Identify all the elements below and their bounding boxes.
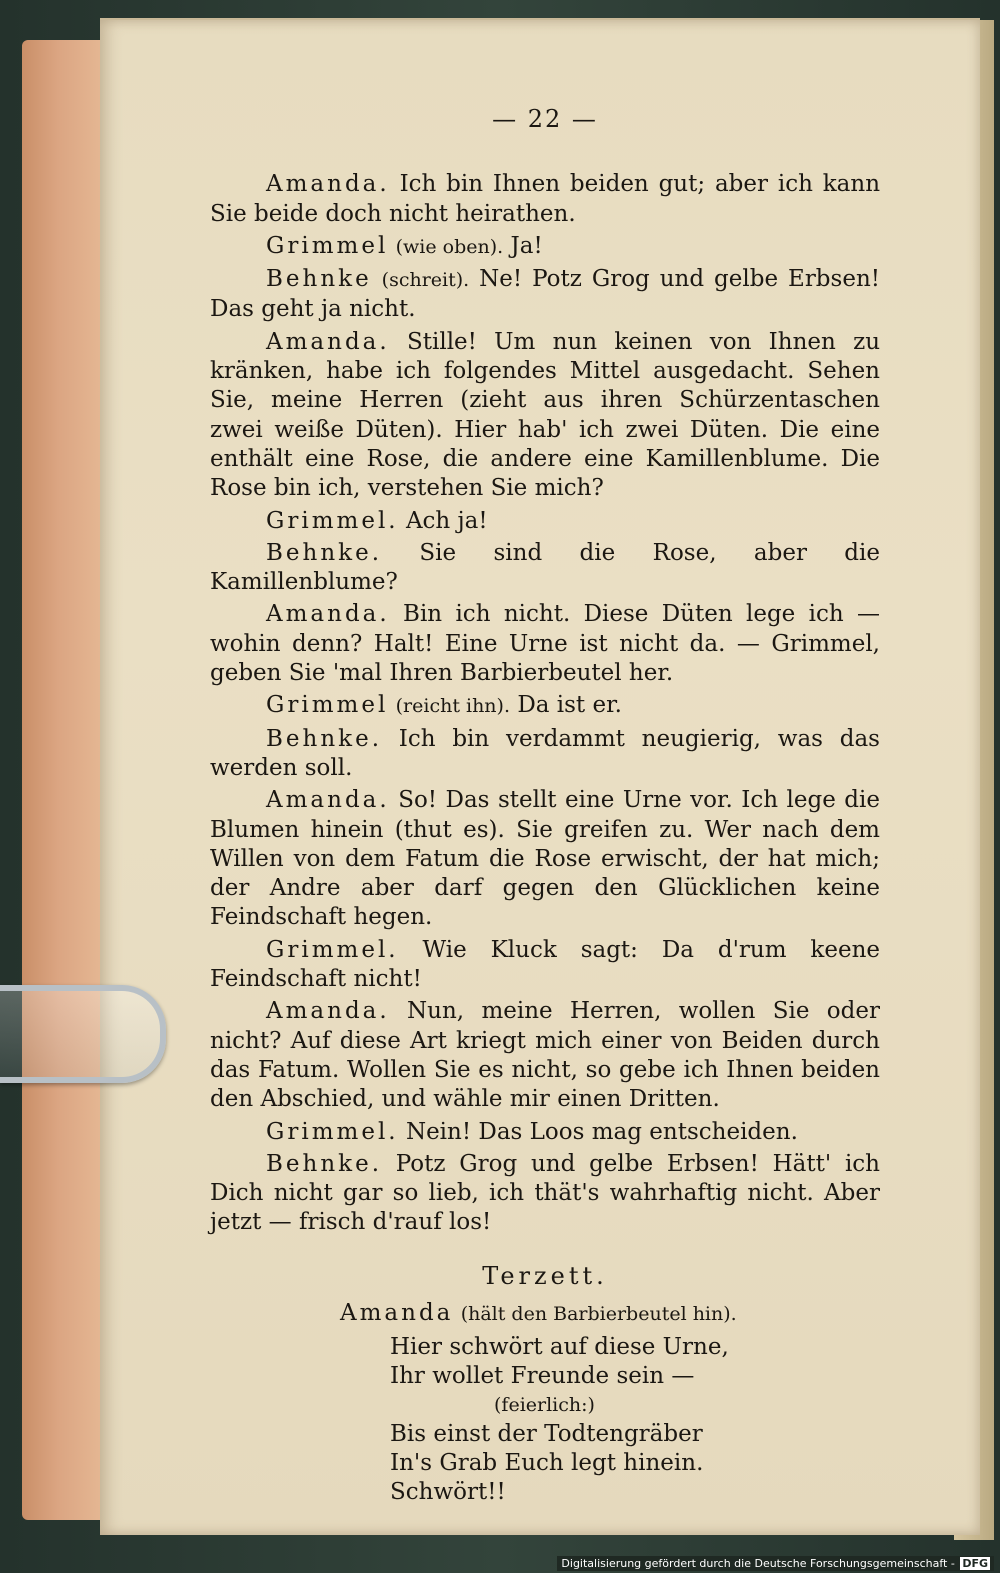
dialogue <box>210 170 880 1237</box>
speaker-name: Grimmel. <box>266 1118 399 1145</box>
spoken-text: Wie Kluck sagt: Da d'rum keene Feindschaft nicht! <box>210 936 881 993</box>
verse-line: In's Grab Euch legt hinein. <box>390 1450 704 1477</box>
terzett-verse <box>210 1333 880 1507</box>
dialogue-paragraph <box>210 936 880 995</box>
dialogue-paragraph <box>210 1118 880 1147</box>
spoken-text: Da ist er. <box>517 692 622 719</box>
dialogue-paragraph <box>210 1150 880 1238</box>
page-clip <box>0 985 166 1083</box>
speaker-name: Behnke. <box>266 725 382 752</box>
spoken-text: Nun, meine Herren, wollen Sie oder nicht? Auf diese Art kriegt mich einer von Beiden durch das Fatum. Wollen Sie es nicht, so gebe ich Ihnen beiden den Abschied, und wähle mir einen Dritten. <box>210 998 880 1113</box>
spoken-text: Ich bin verdammt neugierig, was das werden soll. <box>210 725 880 781</box>
speaker-name: Amanda. <box>266 998 390 1025</box>
speaker-name: Amanda. <box>266 787 390 814</box>
terzett-speaker: Amanda <box>340 1299 454 1326</box>
dialogue-paragraph <box>210 786 880 932</box>
speaker-name: Grimmel. <box>266 936 399 963</box>
speaker-name: Amanda. <box>266 601 390 628</box>
speaker-name: Behnke. <box>266 539 382 566</box>
speaker-name: Behnke <box>266 266 372 293</box>
dialogue-paragraph <box>210 232 880 262</box>
dfg-logo: DFG <box>962 1557 988 1570</box>
verse-line: Bis einst der Todtengräber <box>390 1421 703 1448</box>
spoken-text: Ne! Potz Grog und gelbe Erbsen! Das geht ja nicht. <box>210 266 881 323</box>
spoken-text: Bin ich nicht. Diese Düten lege ich — wohin denn? Halt! Eine Urne ist nicht da. — Grimmel, geben Sie 'mal Ihren Barbierbeutel her. <box>210 601 881 687</box>
spoken-text: Nein! Das Loos mag entscheiden. <box>405 1118 798 1145</box>
spoken-text: Ich bin Ihnen beiden gut; aber ich kann Sie beide doch nicht heirathen. <box>210 171 881 227</box>
speaker-name: Behnke. <box>266 1150 382 1177</box>
speaker-name: Amanda. <box>266 171 390 198</box>
verse-line: Hier schwört auf diese Urne, <box>390 1334 729 1361</box>
stage-direction: (schreit). <box>381 269 470 292</box>
verse-line: Schwört!! <box>390 1479 506 1506</box>
speaker-name: Grimmel <box>266 232 389 259</box>
spoken-text: So! Das stellt eine Urne vor. Ich lege die Blumen hinein (thut es). Sie greifen zu. Wer nach dem Willen von dem Fatum die Rose erwischt, der hat mich; der Andre aber darf gegen den Glücklichen keine Feindschaft hegen. <box>210 787 880 931</box>
dialogue-paragraph <box>210 539 880 598</box>
book-page-edges-left <box>22 40 112 1520</box>
terzett-heading: Terzett. <box>482 1261 608 1290</box>
spoken-text: Potz Grog und gelbe Erbsen! Hätt' ich Dich nicht gar so lieb, ich thät's wahrhaftig nicht. Aber jetzt — frisch d'rauf los! <box>210 1150 880 1236</box>
stage-direction: (wie oben). <box>395 235 504 258</box>
credit-text: Digitalisierung gefördert durch die Deutsche Forschungsgemeinschaft - <box>561 1557 955 1570</box>
dialogue-paragraph <box>210 265 880 325</box>
terzett-speaker-line <box>210 1299 880 1329</box>
stage-direction: (reicht ihn). <box>395 695 510 718</box>
speaker-name: Grimmel <box>266 692 389 719</box>
dialogue-paragraph <box>210 600 880 688</box>
spoken-text: Sie sind die Rose, aber die Kamillenblume? <box>210 539 881 596</box>
terzett-stage-direction: (hält den Barbierbeutel hin). <box>460 1302 737 1325</box>
spoken-text: Ach ja! <box>405 507 488 534</box>
verse-line: Ihr wollet Freunde sein — <box>390 1363 695 1390</box>
dialogue-paragraph <box>210 997 880 1114</box>
verse-stage-direction: (feierlich:) <box>494 1394 595 1417</box>
digitization-credit <box>557 1556 994 1571</box>
spoken-text: Stille! Um nun keinen von Ihnen zu kränken, habe ich folgendes Mittel ausgedacht. Sehen Sie, meine Herren (zieht aus ihren Schürzentaschen zwei weiße Düten). Hier hab' ich zwei Düten. Die eine enthält eine Rose, die andere eine Kamillenblume. Die Rose bin ich, verstehen Sie mich? <box>210 328 881 502</box>
dialogue-paragraph <box>210 328 880 504</box>
page-number: — 22 — <box>492 105 598 133</box>
spoken-text: Ja! <box>510 232 543 259</box>
dialogue-paragraph <box>210 691 880 721</box>
dialogue-paragraph <box>210 170 880 229</box>
dialogue-paragraph <box>210 725 880 784</box>
speaker-name: Grimmel. <box>266 507 399 534</box>
speaker-name: Amanda. <box>266 328 390 355</box>
dialogue-paragraph <box>210 507 880 536</box>
page-text <box>210 105 880 1507</box>
